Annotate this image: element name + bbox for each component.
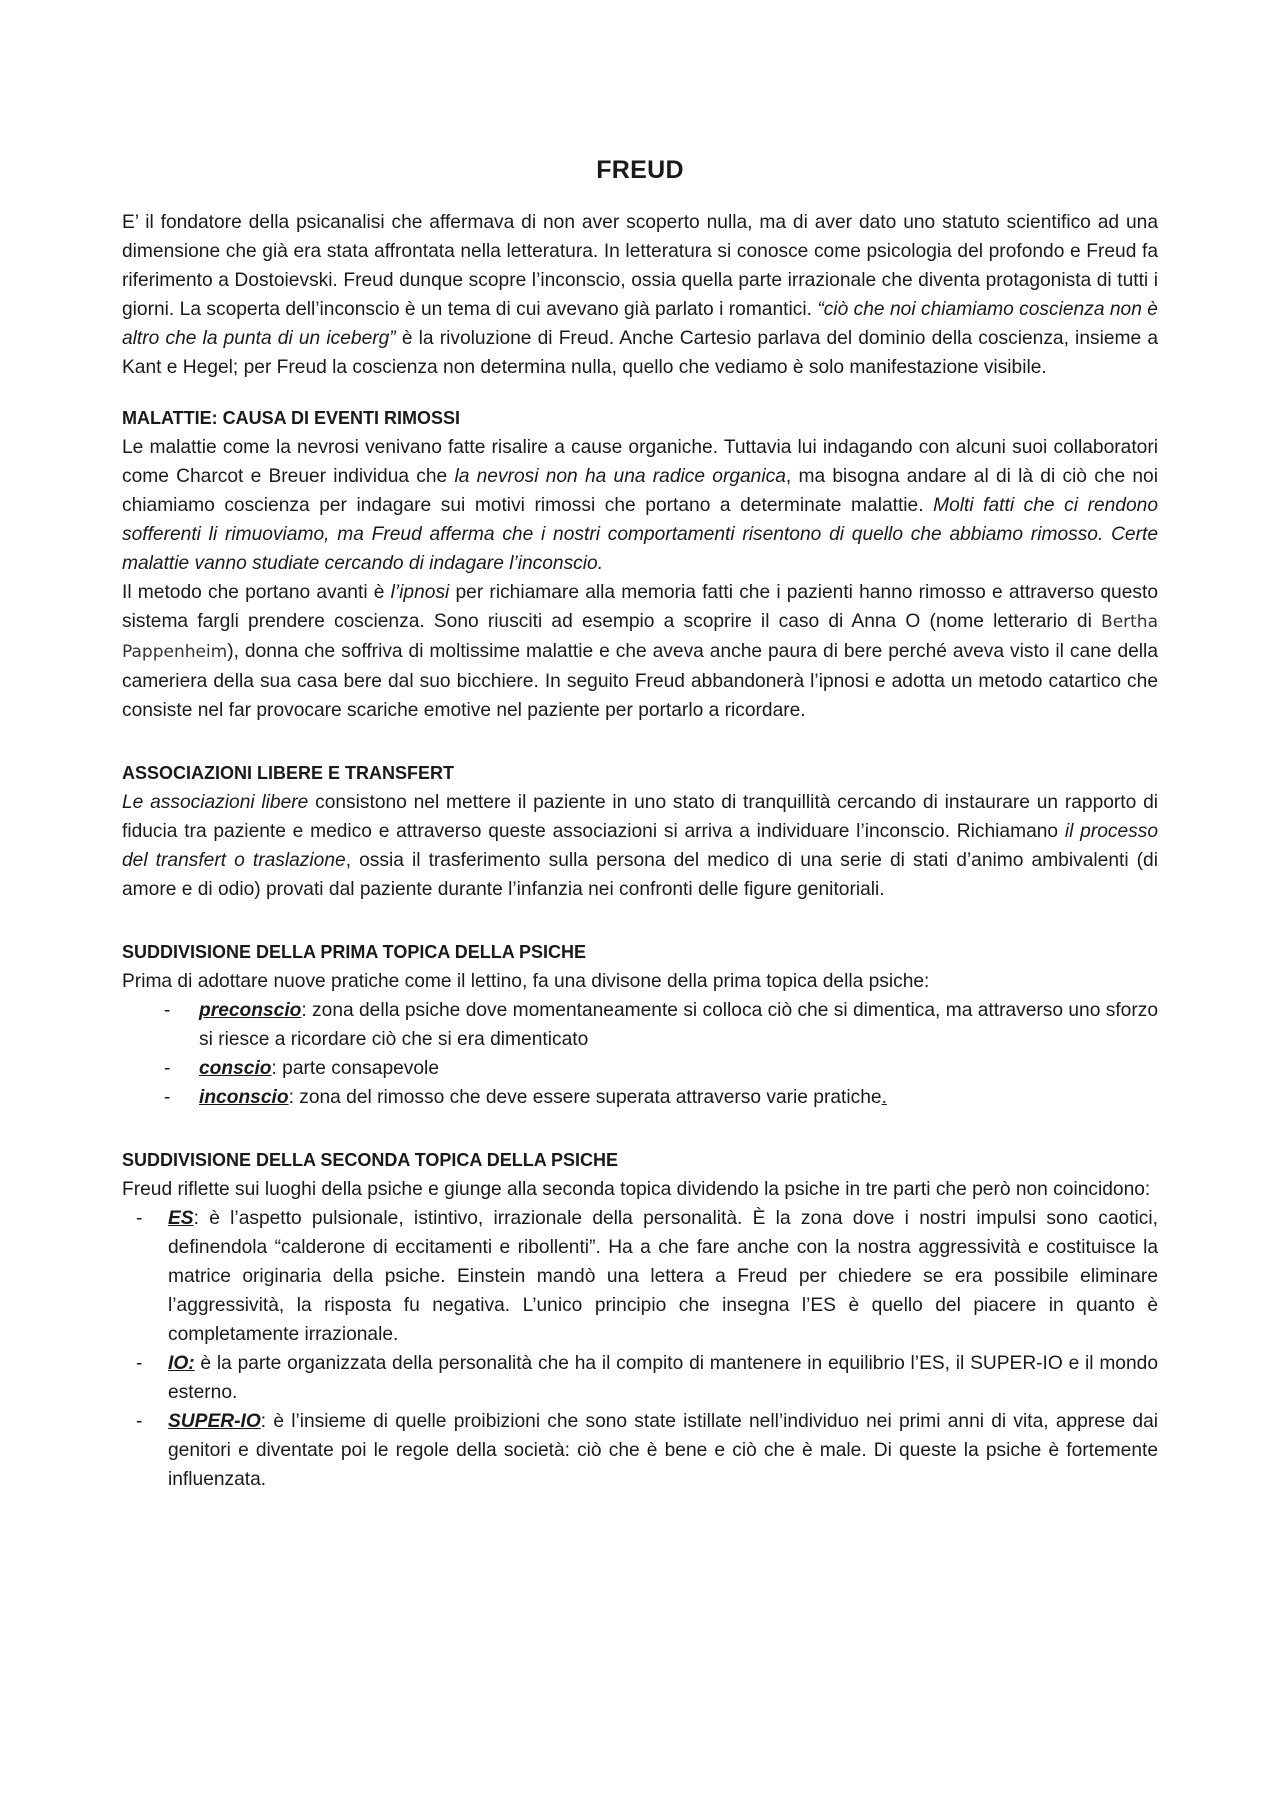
malattie-emphasis: l’ipnosi xyxy=(390,582,450,603)
definition: è la parte organizzata della personalità che ha il compito di mantenere in equilibrio l’ES, il SUPER-IO e il mondo esterno. xyxy=(168,1353,1158,1403)
term: ES xyxy=(168,1208,194,1229)
malattie-text: ), donna che soffriva di moltissime malattie e che aveva anche paura di bere perché aveva visto il cane della cameriera della sua casa bere dal suo bicchiere. In seguito Freud abbandonerà l’ipnosi e adotta un metodo catartico che consiste nel far provocare scariche emotive nel paziente per portarlo a ricordare. xyxy=(122,641,1158,721)
intro-text-2: è la rivoluzione di Freud. Anche Cartesio parlava del dominio della coscienza, insieme a Kant e Hegel; per Freud la coscienza non determina nulla, quello che vediamo è solo manifestazione visibile. xyxy=(122,328,1158,378)
associazioni-text: , ossia il trasferimento sulla persona del medico di una serie di stati d’animo ambivalenti (di amore e di odio) provati dal paziente durante l’infanzia nei confronti delle figure genitoriali. xyxy=(122,850,1158,900)
list-item xyxy=(122,1407,1158,1494)
malattie-emphasis: Molti fatti che ci rendono sofferenti li rimuoviamo, ma Freud afferma che i nostri comportamenti risentono di quello che abbiamo rimosso. Certe malattie vanno studiate cercando di indagare l’inconscio. xyxy=(122,495,1158,574)
section-heading-associazioni: ASSOCIAZIONI LIBERE E TRANSFERT xyxy=(122,763,455,783)
definition: : zona del rimosso che deve essere superata attraverso varie pratiche xyxy=(288,1087,882,1108)
seconda-list xyxy=(122,1204,1158,1494)
malattie-paragraph-1 xyxy=(122,433,1158,578)
term: conscio xyxy=(199,1058,272,1079)
associazioni-paragraph xyxy=(122,788,1158,904)
malattie-text: per richiamare alla memoria fatti che i pazienti hanno rimosso e attraverso questo sistema fargli prendere coscienza. Sono riusciti ad esempio a scoprire il caso di Anna O (nome letterario di xyxy=(122,582,1158,632)
definition: : è l’aspetto pulsionale, istintivo, irrazionale della personalità. È la zona dove i nostri impulsi sono caotici, definendola “calderone di eccitamenti e ribollenti”. Ha a che fare anche con la nostra aggressività e costituisce la matrice originaria della psiche. Einstein mandò una lettera a Freud per chiedere se era possibile eliminare l’aggressività, la risposta fu negativa. L’unico principio che insegna l’ES è quello del piacere in quanto è completamente irrazionale. xyxy=(168,1208,1158,1345)
associazioni-emphasis: Le associazioni libere xyxy=(122,792,309,813)
malattie-name: Bertha Pappenheim xyxy=(122,612,1158,662)
malattie-paragraph-2 xyxy=(122,578,1158,725)
list-item xyxy=(122,1083,1158,1112)
prima-intro: Prima di adottare nuove pratiche come il lettino, fa una divisone della prima topica della psiche: xyxy=(122,971,930,992)
definition: : zona della psiche dove momentaneamente si colloca ciò che si dimentica, ma attraverso uno sforzo si riesce a ricordare ciò che si era dimenticato xyxy=(199,1000,1158,1050)
malattie-text: , ma bisogna andare al di là di ciò che noi chiamiamo coscienza per indagare sui motivi rimossi che portano a determinate malattie. xyxy=(122,466,1158,516)
intro-text-1: E’ il fondatore della psicanalisi che affermava di non aver scoperto nulla, ma di aver dato uno statuto scientifico ad una dimensione che già era stata affrontata nella letteratura. In letteratura si conosce come psicologia del profondo e Freud fa riferimento a Dostoievski. Freud dunque scopre l’inconscio, ossia quella parte irrazionale che diventa protagonista di tutti i giorni. La scoperta dell’inconscio è un tema di cui avevano già parlato i romantici. xyxy=(122,212,1158,320)
definition-end: . xyxy=(881,1087,887,1108)
definition: : parte consapevole xyxy=(271,1058,439,1079)
list-item xyxy=(122,996,1158,1054)
definition: : è l’insieme di quelle proibizioni che sono state istillate nell’individuo nei primi anni di vita, apprese dai genitori e diventate poi le regole della società: ciò che è bene e ciò che è male. Di queste la psiche è fortemente influenzata. xyxy=(168,1411,1158,1490)
section-heading-malattie: MALATTIE: CAUSA DI EVENTI RIMOSSI xyxy=(122,408,461,428)
associazioni-text: consistono nel mettere il paziente in uno stato di tranquillità cercando di instaurare un rapporto di fiducia tra paziente e medico e attraverso queste associazioni si arriva a individuare l’inconscio. Richiamano xyxy=(122,792,1159,842)
term: IO: xyxy=(168,1353,195,1374)
malattie-emphasis: la nevrosi non ha una radice organica xyxy=(454,466,786,487)
page-title: FREUD xyxy=(596,156,684,184)
list-item xyxy=(122,1349,1158,1407)
list-item xyxy=(122,1054,1158,1083)
section-heading-prima-topica: SUDDIVISIONE DELLA PRIMA TOPICA DELLA PSICHE xyxy=(122,942,587,962)
intro-paragraph xyxy=(122,208,1158,382)
section-associazioni xyxy=(122,759,1158,904)
prima-list xyxy=(122,996,1158,1112)
intro-quote: “ciò che noi chiamiamo coscienza non è altro che la punta di un iceberg” xyxy=(122,299,1158,349)
term: inconscio xyxy=(199,1087,289,1108)
section-prima-topica xyxy=(122,938,1158,1112)
section-heading-seconda-topica: SUDDIVISIONE DELLA SECONDA TOPICA DELLA PSICHE xyxy=(122,1150,619,1170)
section-seconda-topica xyxy=(122,1146,1158,1494)
malattie-text: Il metodo che portano avanti è xyxy=(122,582,391,603)
list-item xyxy=(122,1204,1158,1349)
term: SUPER-IO xyxy=(168,1411,261,1432)
seconda-intro: Freud riflette sui luoghi della psiche e giunge alla seconda topica dividendo la psiche in tre parti che però non coincidono: xyxy=(122,1179,1151,1200)
associazioni-emphasis: il processo del transfert o traslazione xyxy=(122,821,1158,871)
section-malattie xyxy=(122,404,1158,725)
malattie-text: Le malattie come la nevrosi venivano fatte risalire a cause organiche. Tuttavia lui indagando con alcuni suoi collaboratori come Charcot e Breuer individua che xyxy=(122,437,1158,487)
term: preconscio xyxy=(199,1000,302,1021)
